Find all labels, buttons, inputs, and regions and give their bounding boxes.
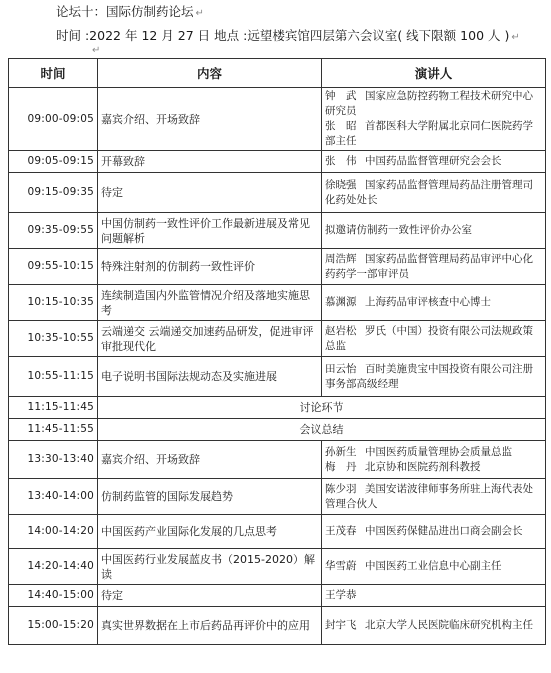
speaker-affiliation: 拟邀请仿制药一致性评价办公室: [325, 224, 472, 236]
speaker-name: 王学恭: [325, 589, 357, 601]
speaker-affiliation: 中国医药保健品进出口商会副会长: [365, 525, 523, 537]
table-row: [9, 549, 546, 585]
forum-title: [56, 2, 204, 20]
paragraph-mark: ↵: [92, 45, 101, 56]
speaker-cell: [322, 285, 546, 321]
table-row: [9, 357, 546, 397]
speaker-affiliation: 美国安诺波律师事务所驻上海代表处管理合伙人: [325, 482, 533, 510]
speaker-affiliation: 首都医科大学附属北京同仁医院药学部主任: [325, 120, 533, 147]
session-cell: 讨论环节: [98, 397, 546, 419]
speaker-entry: [325, 89, 542, 119]
speaker-cell: [322, 479, 546, 515]
speaker-name: 徐晓强: [325, 178, 357, 191]
column-header-speaker: 演讲人: [322, 59, 546, 88]
speaker-affiliation: 百时美施贵宝中国投资有限公司注册事务部高级经理: [325, 362, 533, 390]
table-row: [9, 285, 546, 321]
time-cell: 10:15-10:35: [9, 285, 98, 321]
table-row: [9, 515, 546, 549]
speaker-affiliation: 中国药品监督管理研究会会长: [365, 155, 502, 167]
time-cell: 09:15-09:35: [9, 173, 98, 213]
table-row: [9, 397, 546, 419]
speaker-cell: [322, 607, 546, 645]
speaker-name: 田云怡: [325, 362, 357, 375]
speaker-entry: [325, 324, 542, 354]
speaker-affiliation: 北京大学人民医院临床研究机构主任: [365, 619, 533, 631]
table-row: [9, 88, 546, 151]
table-header-row: [9, 59, 546, 88]
speaker-entry: [325, 362, 542, 392]
speaker-name: 张 伟: [325, 155, 357, 167]
speaker-cell: [322, 585, 546, 607]
speaker-entry: [325, 178, 542, 208]
content-cell: 待定: [98, 585, 322, 607]
speaker-cell: [322, 321, 546, 357]
speaker-name: 周浩辉: [325, 252, 357, 265]
time-cell: 10:55-11:15: [9, 357, 98, 397]
speaker-entry: [325, 588, 542, 603]
speaker-affiliation: 国家药品监督管理局药品注册管理司化药处处长: [325, 178, 533, 206]
table-row: [9, 213, 546, 249]
speaker-affiliation: 北京协和医院药剂科教授: [365, 460, 481, 473]
speaker-entry: [325, 460, 542, 475]
speaker-entry: [325, 618, 542, 633]
table-row: [9, 585, 546, 607]
time-cell: 09:05-09:15: [9, 151, 98, 173]
speaker-affiliation: 罗氏（中国）投资有限公司法规政策总监: [325, 324, 533, 352]
time-cell: 09:35-09:55: [9, 213, 98, 249]
speaker-entry: [325, 482, 542, 512]
speaker-name: 钟 武: [325, 90, 357, 102]
speaker-affiliation: 中国医药质量管理协会质量总监: [365, 445, 512, 458]
time-cell: 11:15-11:45: [9, 397, 98, 419]
forum-meta-text: 时间 :2022 年 12 月 27 日 地点 :远望楼宾馆四层第六会议室( 线下限额 100 人 ): [56, 28, 510, 43]
speaker-cell: [322, 213, 546, 249]
content-cell: 待定: [98, 173, 322, 213]
speaker-name: 慕渊源: [325, 296, 357, 308]
table-row: [9, 173, 546, 213]
speaker-entry: [325, 559, 542, 574]
time-cell: 14:00-14:20: [9, 515, 98, 549]
session-cell: 会议总结: [98, 419, 546, 441]
speaker-name: 孙新生: [325, 445, 357, 458]
speaker-name: 赵岩松: [325, 324, 357, 337]
speaker-cell: [322, 173, 546, 213]
content-cell: 中国医药行业发展蓝皮书（2015-2020）解读: [98, 549, 322, 585]
table-row: [9, 607, 546, 645]
speaker-name: 封宇飞: [325, 619, 357, 631]
table-row: [9, 321, 546, 357]
content-cell: 真实世界数据在上市后药品再评价中的应用: [98, 607, 322, 645]
content-cell: 开幕致辞: [98, 151, 322, 173]
speaker-name: 王茂春: [325, 525, 357, 537]
forum-meta: [56, 26, 520, 44]
content-cell: 嘉宾介绍、开场致辞: [98, 88, 322, 151]
time-cell: 15:00-15:20: [9, 607, 98, 645]
content-cell: 电子说明书国际法规动态及实施进展: [98, 357, 322, 397]
speaker-affiliation: 上海药品审评核查中心博士: [365, 296, 491, 308]
speaker-entry: [325, 445, 542, 460]
content-cell: 嘉宾介绍、开场致辞: [98, 441, 322, 479]
table-row: [9, 151, 546, 173]
speaker-name: 陈少羽: [325, 482, 357, 495]
content-cell: 中国医药产业国际化发展的几点思考: [98, 515, 322, 549]
column-header-time: 时间: [9, 59, 98, 88]
speaker-name: 华雪蔚: [325, 560, 357, 572]
schedule-body: [9, 88, 546, 645]
speaker-entry: [325, 223, 542, 238]
table-row: [9, 419, 546, 441]
speaker-entry: [325, 154, 542, 169]
schedule-table: [8, 58, 546, 645]
time-cell: 14:20-14:40: [9, 549, 98, 585]
speaker-cell: [322, 441, 546, 479]
forum-title-text: 论坛十：国际仿制药论坛: [56, 4, 194, 19]
speaker-cell: [322, 151, 546, 173]
content-cell: 云端递交 云端递交加速药品研发，促进审评审批现代化: [98, 321, 322, 357]
speaker-cell: [322, 88, 546, 151]
time-cell: 10:35-10:55: [9, 321, 98, 357]
speaker-affiliation: 国家药品监督管理局药品审评中心化药药学一部审评员: [325, 252, 533, 280]
table-row: [9, 249, 546, 285]
speaker-entry: [325, 295, 542, 310]
speaker-entry: [325, 119, 542, 149]
paragraph-mark: ↵: [195, 8, 204, 19]
content-cell: 仿制药监管的国际发展趋势: [98, 479, 322, 515]
speaker-entry: [325, 524, 542, 539]
speaker-cell: [322, 515, 546, 549]
content-cell: 连续制造国内外监管情况介绍及落地实施思考: [98, 285, 322, 321]
table-row: [9, 441, 546, 479]
table-row: [9, 479, 546, 515]
time-cell: 14:40-15:00: [9, 585, 98, 607]
speaker-name: 张 昭: [325, 120, 357, 132]
time-cell: 09:00-09:05: [9, 88, 98, 151]
speaker-entry: [325, 252, 542, 282]
time-cell: 09:55-10:15: [9, 249, 98, 285]
time-cell: 11:45-11:55: [9, 419, 98, 441]
content-cell: 中国仿制药一致性评价工作最新进展及常见问题解析: [98, 213, 322, 249]
column-header-content: 内容: [98, 59, 322, 88]
paragraph-mark: ↵: [511, 32, 520, 43]
time-cell: 13:30-13:40: [9, 441, 98, 479]
speaker-cell: [322, 357, 546, 397]
speaker-cell: [322, 549, 546, 585]
content-cell: 特殊注射剂的仿制药一致性评价: [98, 249, 322, 285]
speaker-cell: [322, 249, 546, 285]
speaker-affiliation: 中国医药工业信息中心副主任: [365, 560, 502, 572]
speaker-name: 梅 丹: [325, 460, 357, 473]
time-cell: 13:40-14:00: [9, 479, 98, 515]
speaker-affiliation: 国家应急防控药物工程技术研究中心研究员: [325, 90, 533, 117]
